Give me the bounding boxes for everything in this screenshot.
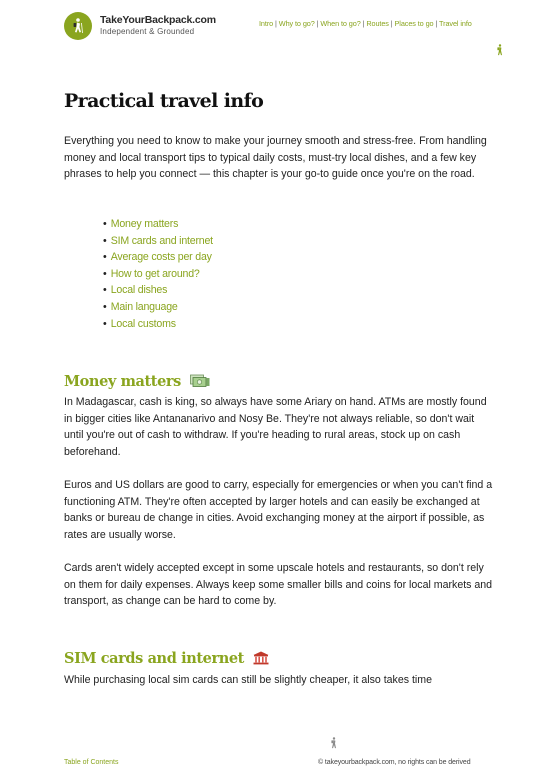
toc-link-local-dishes[interactable]: Local dishes: [110, 284, 168, 297]
chapter-toc: [103, 216, 213, 332]
toc-link-get-around[interactable]: How to get around?: [110, 267, 200, 280]
brand: [100, 14, 216, 37]
list-item: • Average costs per day: [103, 251, 212, 264]
list-item: • Local dishes: [103, 284, 168, 297]
top-nav: [259, 19, 472, 28]
list-item: • Local customs: [103, 317, 176, 330]
nav-places-to-go[interactable]: Places to go: [394, 19, 434, 28]
nav-why-to-go[interactable]: Why to go?: [278, 19, 315, 28]
list-item: • SIM cards and internet: [103, 234, 213, 247]
intro-paragraph: Everything you need to know to make your journey smooth and stress-free. From handling money and local transport tips to typical daily costs, must-try local dishes, and a few key phrases to help you connect — this chapter is your go-to guide once you're on the road.: [64, 135, 487, 181]
logo[interactable]: [64, 12, 92, 40]
nav-travel-info[interactable]: Travel info: [439, 19, 472, 28]
brand-tagline: Independent & Grounded: [100, 27, 195, 36]
brand-name: TakeYourBackpack.com: [100, 14, 216, 26]
list-item: • How to get around?: [103, 267, 200, 280]
nav-separator: |: [390, 19, 393, 28]
money-paragraph-1: In Madagascar, cash is king, so always have some Ariary on hand. ATMs are mostly found in bigger cities like Antananarivo and Nosy Be. They're not always reliable, so don't wait until you're out of cash to withdraw. If you're heading to rural areas, stock up on cash beforehand.: [64, 396, 487, 458]
section-heading-money: [64, 373, 210, 392]
nav-separator: |: [275, 19, 277, 28]
nav-separator: |: [316, 19, 319, 28]
banknote-icon: [190, 374, 210, 392]
nav-routes[interactable]: Routes: [366, 19, 389, 28]
toc-link-sim-cards[interactable]: SIM cards and internet: [110, 234, 213, 247]
page-header: [0, 0, 550, 52]
nav-separator: |: [362, 19, 365, 28]
section-heading-text: SIM cards and internet: [64, 650, 244, 667]
toc-link-main-language[interactable]: Main language: [110, 300, 178, 313]
footer-copyright: © takeyourbackpack.com, no rights can be derived: [318, 759, 471, 766]
hiker-icon: [495, 44, 505, 56]
table-of-contents-link[interactable]: Table of Contents: [64, 759, 119, 766]
nav-when-to-go[interactable]: When to go?: [320, 19, 361, 28]
list-item: • Money matters: [103, 218, 179, 230]
money-paragraph-2: Euros and US dollars are good to carry, especially for emergencies or when you can't find a functioning ATM. They're often accepted by larger hotels and can easily be exchanged at banks or bureau de change in cities. Avoid exchanging money at the airport if possible, as rates are usually worse.: [64, 479, 493, 541]
section-heading-sim: [64, 650, 269, 669]
section-heading-text: Money matters: [64, 373, 181, 390]
money-paragraph-3: Cards aren't widely accepted except in some upscale hotels and restaurants, so don't rely on them for daily expenses. Always keep some smaller bills and coins for local markets and transport, as change can be hard to come by.: [64, 562, 493, 608]
hiker-icon: [69, 17, 87, 35]
nav-intro[interactable]: Intro: [259, 19, 274, 28]
sim-paragraph-1: While purchasing local sim cards can still be slightly cheaper, it also takes time: [64, 674, 432, 686]
list-item: • Main language: [103, 300, 178, 313]
toc-link-average-costs[interactable]: Average costs per day: [110, 251, 212, 264]
toc-link-money-matters[interactable]: Money matters: [110, 218, 179, 230]
hiker-icon: [329, 737, 339, 749]
bank-icon: [253, 651, 269, 669]
page-title: Practical travel info: [64, 90, 264, 112]
toc-link-local-customs[interactable]: Local customs: [110, 317, 176, 330]
nav-separator: |: [435, 19, 438, 28]
